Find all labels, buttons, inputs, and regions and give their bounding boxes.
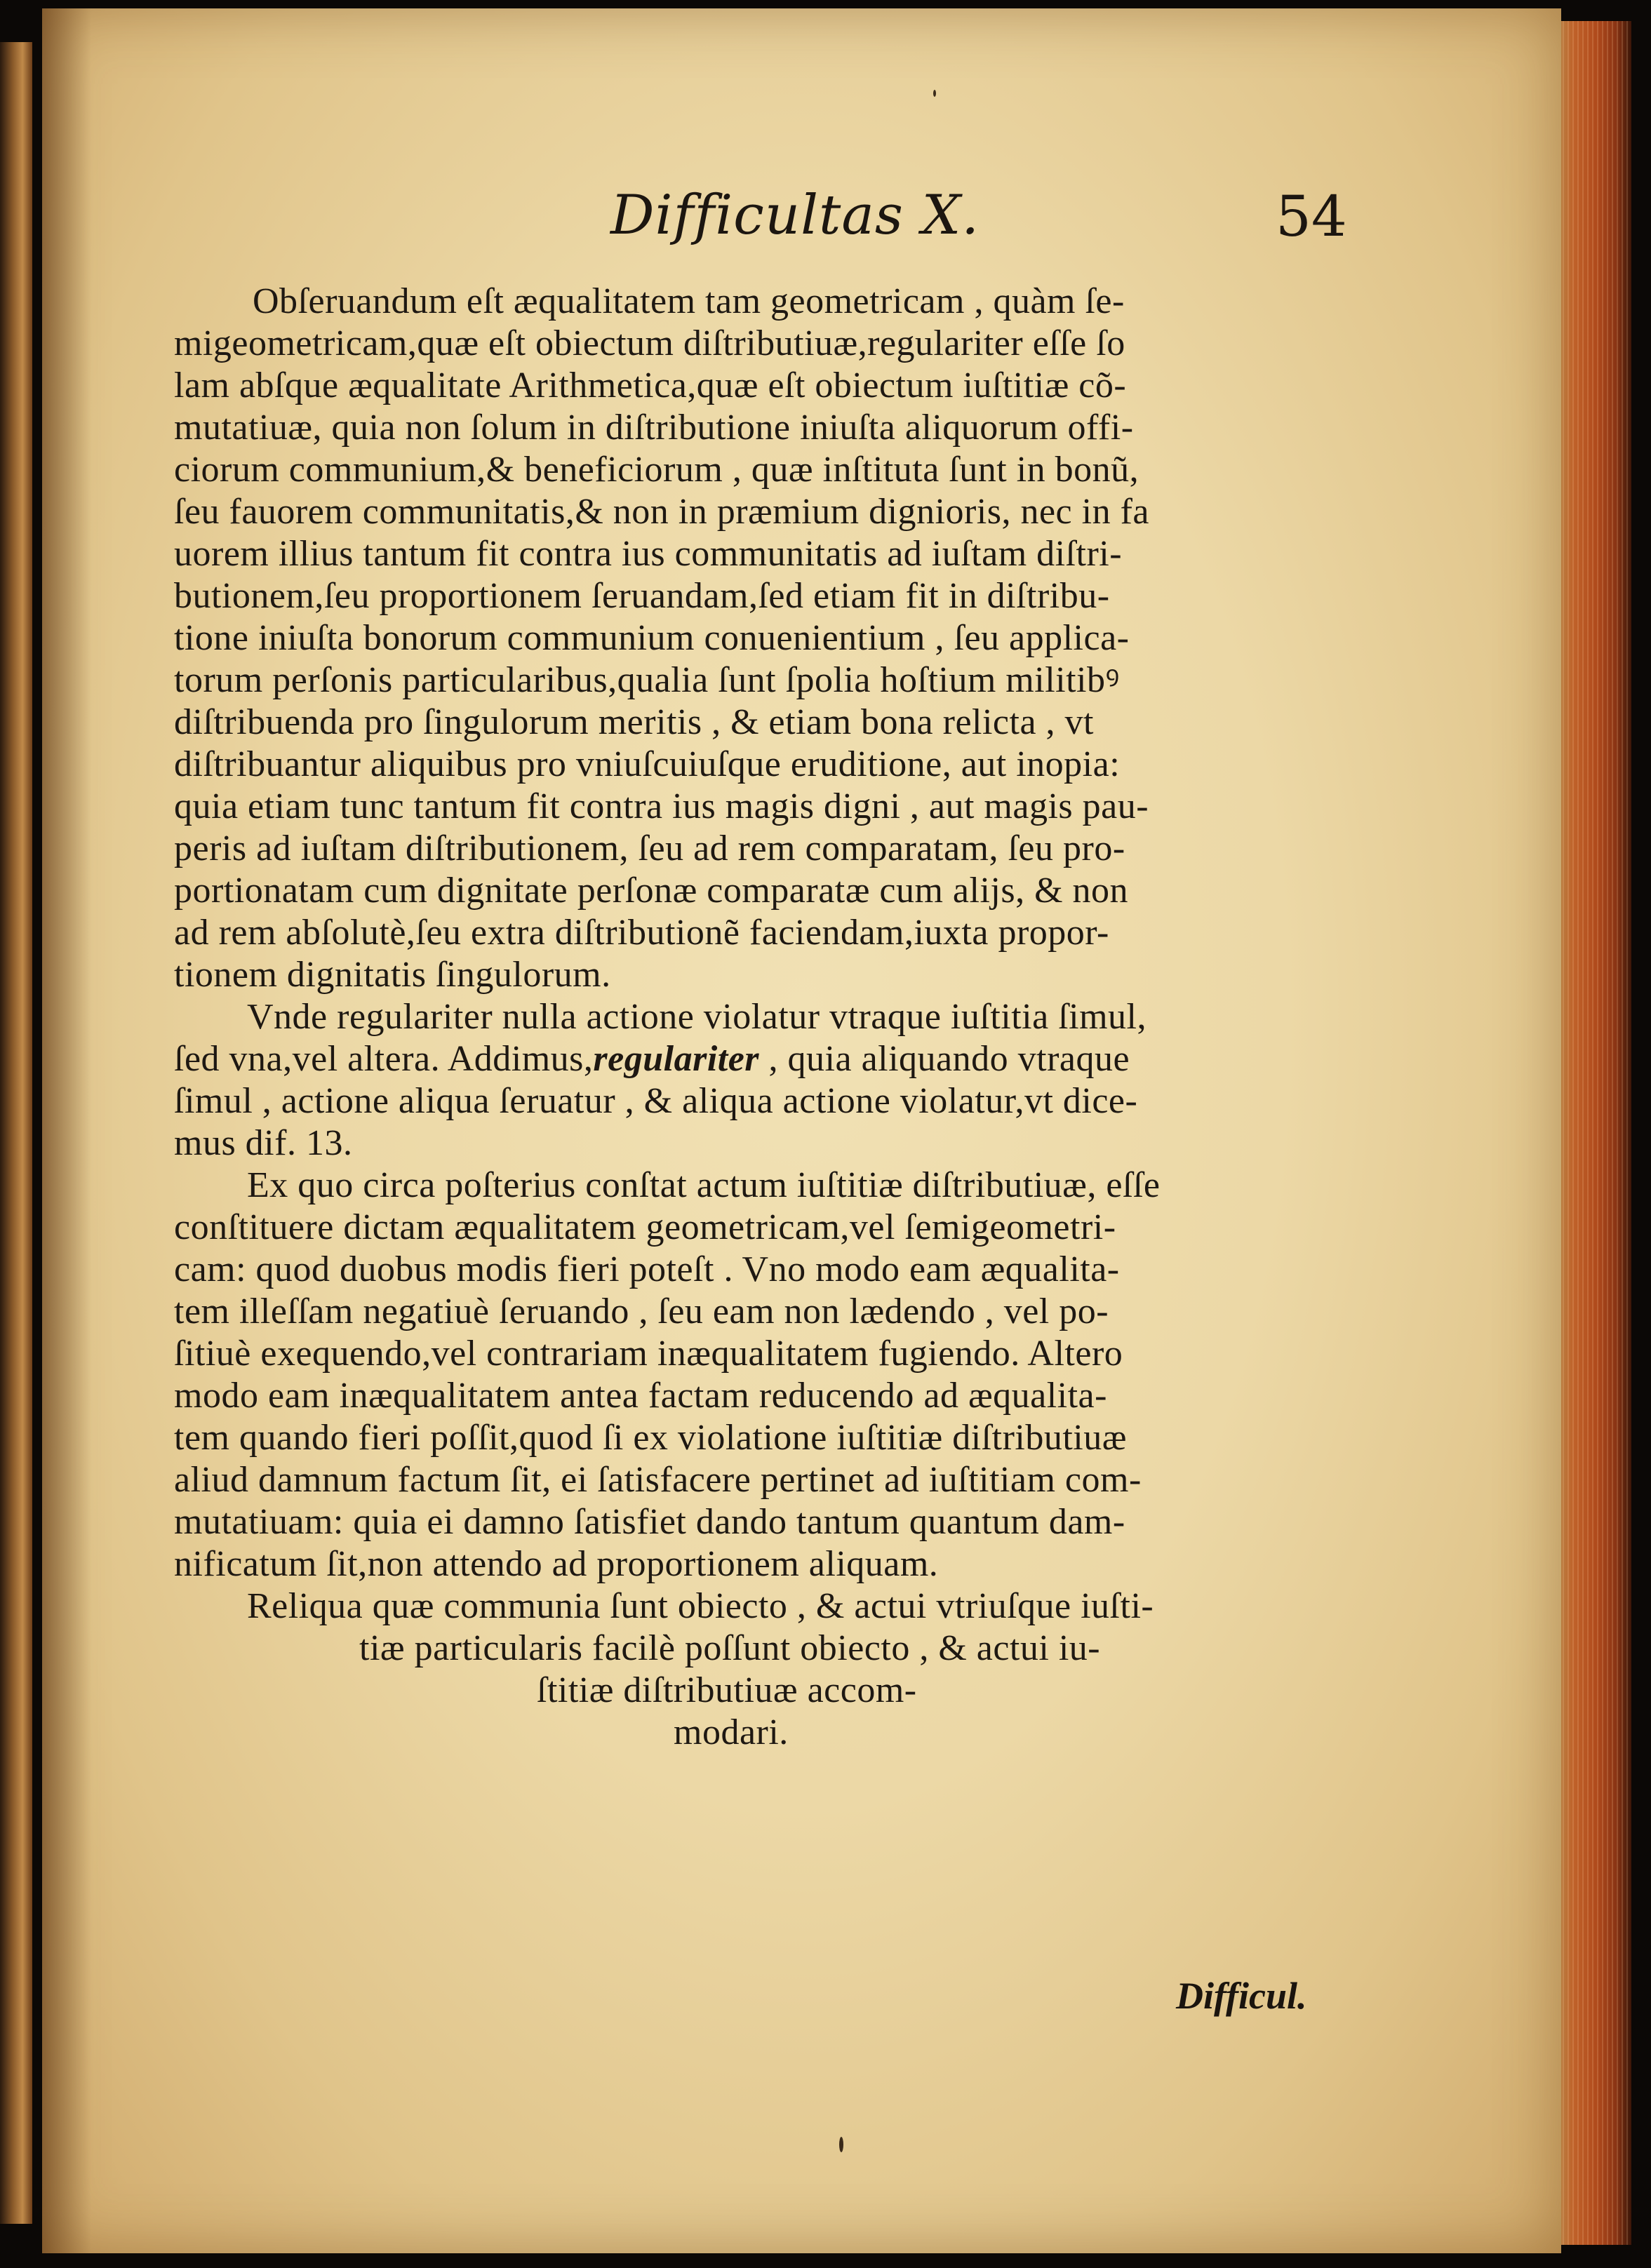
text-line: uorem illius tantum fit contra ius communitatis ad iuſtam diſtri- (174, 534, 1123, 574)
text-segment: , quia aliquando vtraque (759, 1039, 1130, 1079)
text-line: mutatiuam: quia ei damno ſatisfiet dando tantum quantum dam- (174, 1502, 1125, 1542)
text-line: mutatiuæ, quia non ſolum in diſtributione iniuſta aliquorum offi- (174, 408, 1134, 448)
text-line: ad rem abſolutè,ſeu extra diſtributionẽ faciendam,iuxta propor- (174, 913, 1109, 953)
text-line: torum perſonis particularibus,qualia ſunt ſpolia hoſtium militibꝰ (174, 660, 1120, 700)
text-line: migeometricam,quæ eſt obiectum diſtributiuæ,regulariter eſſe ſo (174, 323, 1125, 363)
text-line: Reliqua quæ communia ſunt obiecto , & actui vtriuſque iuſti- (247, 1586, 1154, 1626)
text-line: tem illeſſam negatiuè ſeruando , ſeu eam non lædendo , vel po- (174, 1291, 1109, 1331)
text-line: diſtribuantur aliquibus pro vniuſcuiuſque eruditione, aut inopia: (174, 744, 1121, 784)
text-line: ſtitiæ diſtributiuæ accom- (537, 1670, 917, 1710)
text-line: lam abſque æqualitate Arithmetica,quæ eſt obiectum iuſtitiæ cõ- (174, 365, 1127, 405)
running-title: Difficultas X. (610, 184, 980, 247)
text-line: portionatam cum dignitate perſonæ comparatæ cum alijs, & non (174, 871, 1129, 911)
paper-speck (839, 2137, 843, 2152)
catchword: Difficul. (1176, 1975, 1307, 2017)
emphasis-word: regulariter (593, 1039, 760, 1079)
text-line: ſeu fauorem communitatis,& non in præmium dignioris, nec in fa (174, 492, 1149, 532)
text-line: tionem dignitatis ſingulorum. (174, 955, 611, 995)
text-line: modari. (674, 1712, 789, 1752)
text-segment: ſed vna,vel altera. Addimus, (174, 1039, 594, 1079)
page-block-edge-lines (1558, 21, 1628, 2245)
text-line: modo eam inæqualitatem antea factam reducendo ad æqualita- (174, 1376, 1107, 1416)
text-line: peris ad iuſtam diſtributionem, ſeu ad rem comparatam, ſeu pro- (174, 828, 1125, 868)
text-line: aliud damnum factum ſit, ei ſatisfacere pertinet ad iuſtitiam com- (174, 1460, 1142, 1500)
text-line: diſtribuenda pro ſingulorum meritis , & etiam bona relicta , vt (174, 702, 1094, 742)
text-line: quia etiam tunc tantum fit contra ius magis digni , aut magis pau- (174, 786, 1149, 826)
text-line: tiæ particularis facilè poſſunt obiecto , & actui iu- (359, 1628, 1101, 1668)
text-line (174, 1038, 1130, 1080)
text-line: Obſeruandum eſt æqualitatem tam geometricam , quàm ſe- (253, 281, 1125, 321)
text-line: cam: quod duobus modis fieri poteſt . Vno modo eam æqualita- (174, 1249, 1120, 1289)
text-line: tione iniuſta bonorum communium conuenientium , ſeu applica- (174, 618, 1130, 658)
facing-page-edge (0, 42, 32, 2224)
gutter-shadow (42, 8, 91, 2253)
text-line: conſtituere dictam æqualitatem geometricam,vel ſemigeometri- (174, 1207, 1116, 1247)
text-line: butionem,ſeu proportionem ſeruandam,ſed etiam fit in diſtribu- (174, 576, 1110, 616)
text-line: ciorum communium,& beneficiorum , quæ inſtituta ſunt in bonũ, (174, 450, 1139, 490)
text-line: tem quando fieri poſſit,quod ſi ex violatione iuſtitiæ diſtributiuæ (174, 1418, 1127, 1458)
text-line: nificatum ſit,non attendo ad proportionem aliquam. (174, 1544, 939, 1584)
text-line: ſitiuè exequendo,vel contrariam inæqualitatem fugiendo. Altero (174, 1334, 1123, 1374)
text-line: Vnde regulariter nulla actione violatur vtraque iuſtitia ſimul, (247, 997, 1147, 1037)
paper-speck (933, 90, 936, 97)
text-line: Ex quo circa poſterius conſtat actum iuſtitiæ diſtributiuæ, eſſe (247, 1165, 1161, 1205)
text-line: mus dif. 13. (174, 1123, 353, 1163)
text-line: ſimul , actione aliqua ſeruatur , & aliqua actione violatur,vt dice- (174, 1081, 1138, 1121)
page-number: 54 (1276, 184, 1347, 249)
